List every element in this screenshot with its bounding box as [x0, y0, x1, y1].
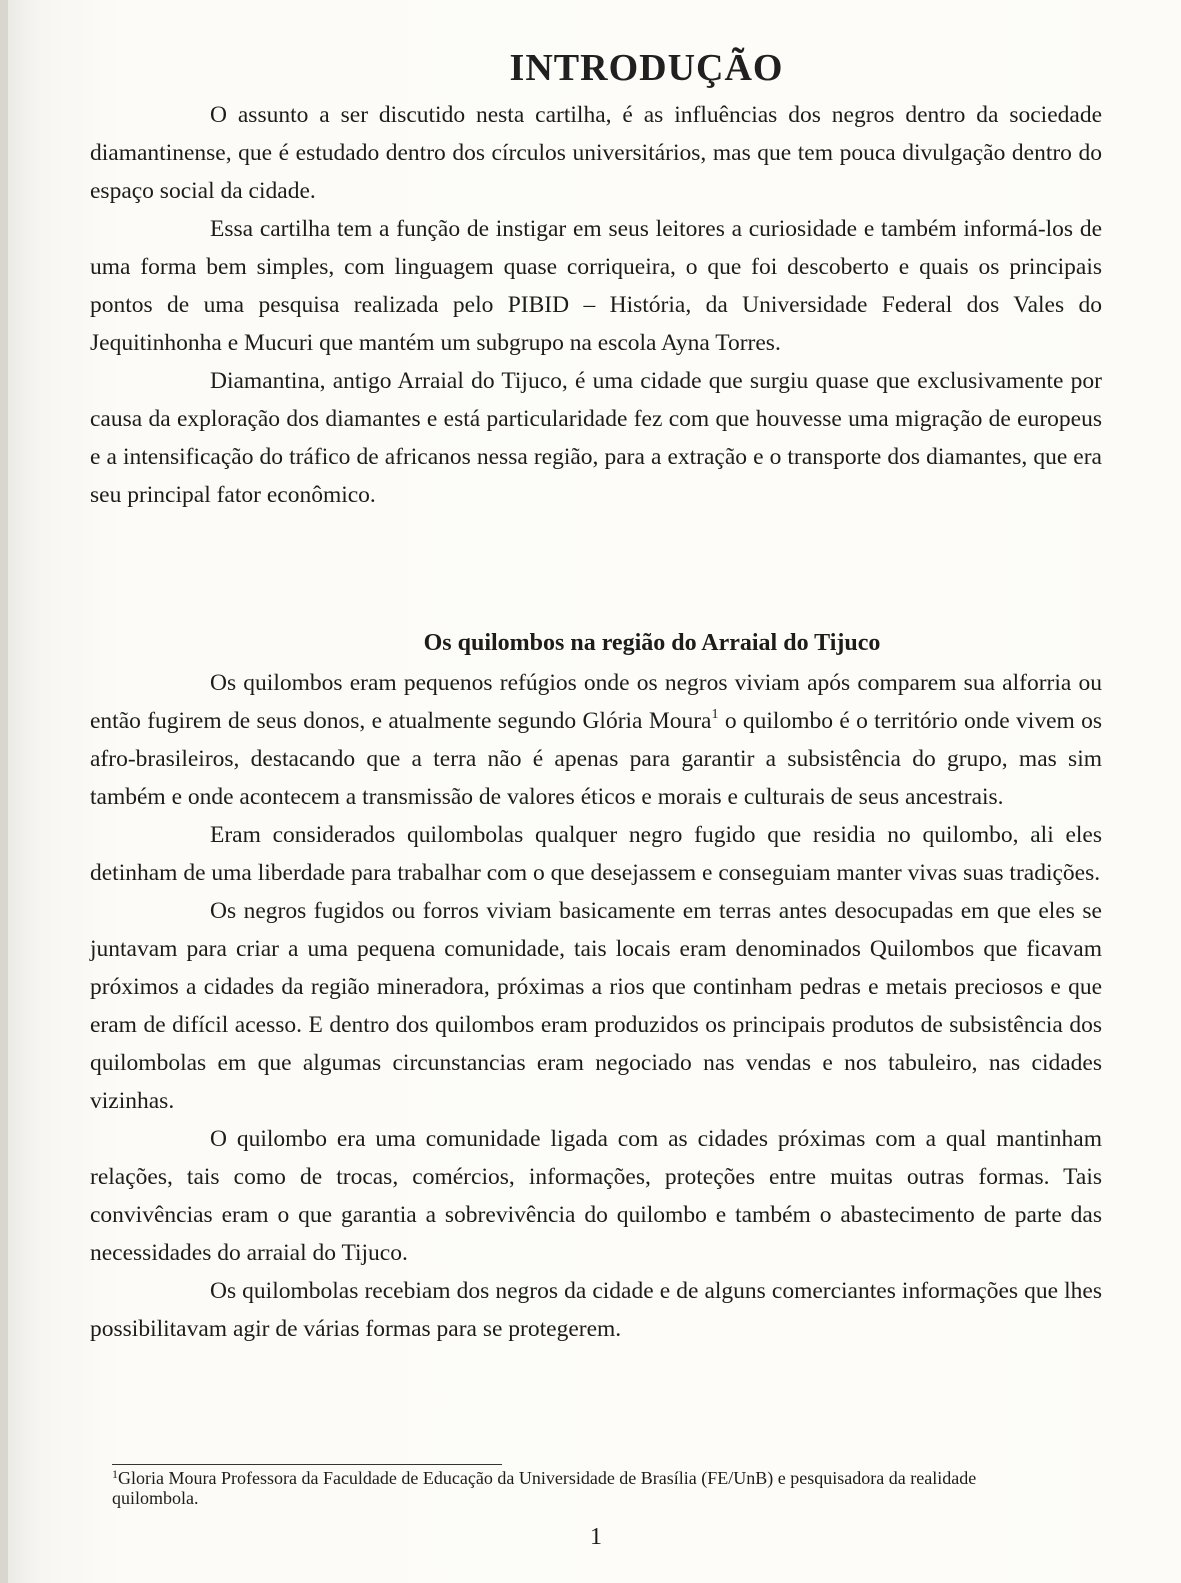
section-paragraph-4: O quilombo era uma comunidade ligada com as cidades próximas com a qual mantinham relações, tais como de trocas, comércios, informações, proteções entre muitas outras formas. Tais convivências eram o que garantia a sobrevivência do quilombo e também o abastecimento de parte das necessidades do arraial do Tijuco. [90, 1126, 1102, 1266]
footnote [112, 1468, 1012, 1508]
footnote-marker: 1 [112, 1467, 118, 1481]
footnote-text: Gloria Moura Professora da Faculdade de Educação da Universidade de Brasília (FE/UnB) e pesquisadora da realidade quilombola. [112, 1468, 977, 1508]
section-paragraph-5: Os quilombolas recebiam dos negros da cidade e de alguns comerciantes informações que lhes possibilitavam agir de várias formas para se protegerem. [90, 1278, 1102, 1342]
section-paragraph-3: Os negros fugidos ou forros viviam basicamente em terras antes desocupadas em que eles se juntavam para criar a uma pequena comunidade, tais locais eram denominados Quilombos que ficavam próximos a cidades da região mineradora, próximas a rios que continham pedras e metais preciosos e que eram de difícil acesso. E dentro dos quilombos eram produzidos os principais produtos de subsistência dos quilombolas em que algumas circunstancias eram negociado nas vendas e nos tabuleiro, nas cidades vizinhas. [90, 898, 1102, 1114]
section-paragraph-1-text: Os quilombos eram pequenos refúgios onde os negros viviam após comparem sua alforria ou então fugirem de seus donos, e atualmente segundo Glória Moura [90, 670, 1102, 734]
page-title: INTRODUÇÃO [509, 47, 784, 89]
intro-paragraph-1: O assunto a ser discutido nesta cartilha, é as influências dos negros dentro da sociedade diamantinense, que é estudado dentro dos círculos universitários, mas que tem pouca divulgação dentro do espaço social da cidade. [90, 102, 1102, 204]
page-number: 1 [590, 1524, 602, 1550]
footnote-reference: 1 [711, 707, 719, 722]
introduction-body [90, 96, 1102, 514]
section-paragraph-2: Eram considerados quilombolas qualquer negro fugido que residia no quilombo, ali eles detinham de uma liberdade para trabalhar com o que desejassem e conseguiam manter vivas suas tradições. [90, 822, 1102, 886]
section-heading: Os quilombos na região do Arraial do Tijuco [423, 630, 881, 656]
scan-edge-shadow [0, 0, 8, 1583]
section-paragraph-1-text-cont: o quilombo é o território onde vivem os afro-brasileiros, destacando que a terra não é apenas para garantir a subsistência do grupo, mas sim também e onde acontecem a transmissão de valores éticos e morais e culturais de seus ancestrais. [90, 708, 1103, 810]
section-paragraph-1 [90, 664, 1102, 816]
footnote-divider [112, 1464, 502, 1465]
intro-paragraph-3: Diamantina, antigo Arraial do Tijuco, é uma cidade que surgiu quase que exclusivamente por causa da exploração dos diamantes e está particularidade fez com que houvesse uma migração de europeus e a intensificação do tráfico de africanos nessa região, para a extração e o transporte dos diamantes, que era seu principal fator econômico. [90, 368, 1102, 508]
quilombos-section [90, 624, 1102, 1348]
intro-paragraph-2: Essa cartilha tem a função de instigar em seus leitores a curiosidade e também informá-los de uma forma bem simples, com linguagem quase corriqueira, o que foi descoberto e quais os principais pontos de uma pesquisa realizada pelo PIBID – História, da Universidade Federal dos Vales do Jequitinhonha e Mucuri que mantém um subgrupo na escola Ayna Torres. [90, 216, 1102, 356]
